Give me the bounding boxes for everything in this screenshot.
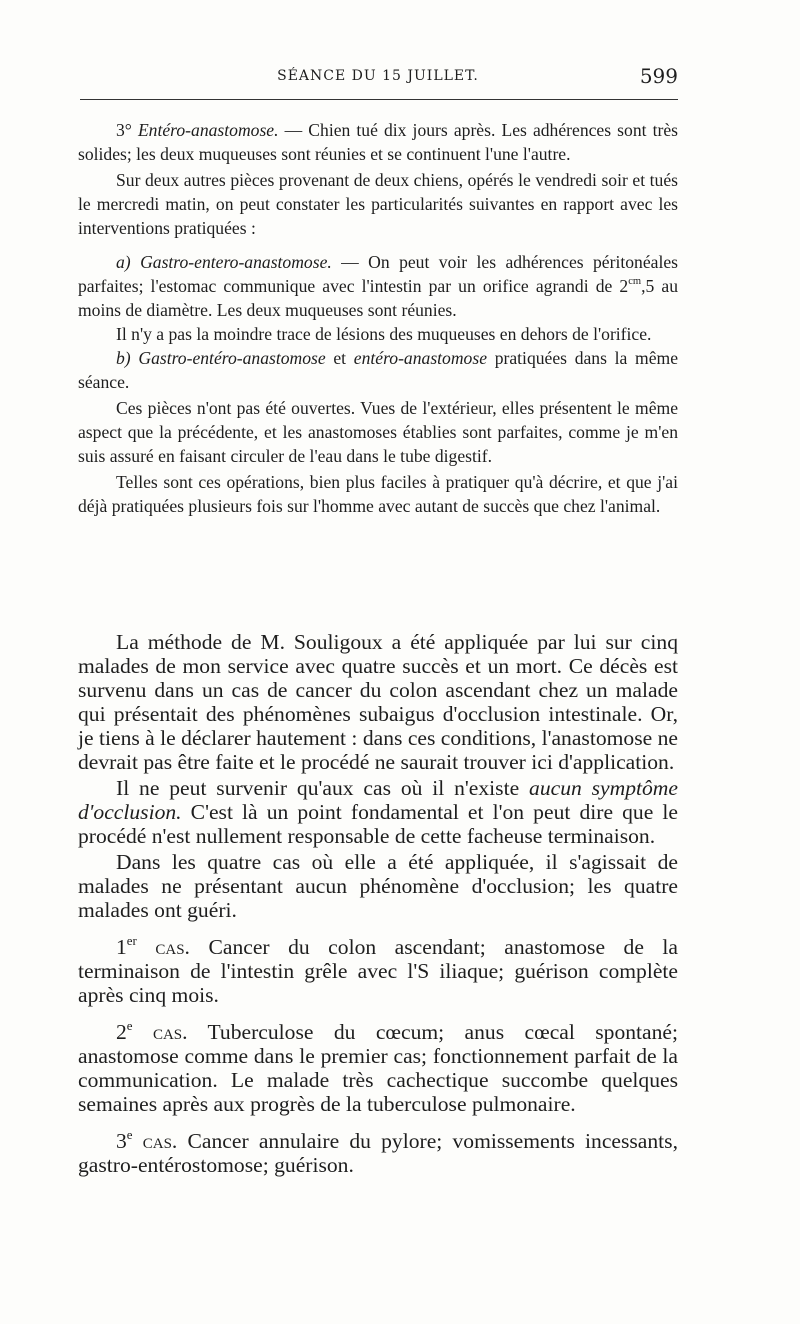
running-head: [78, 62, 678, 90]
experiment-notes: [78, 118, 678, 518]
case-1: 1er cas. Cancer du colon ascendant; anastomose de la terminaison de l'intestin grêle avec l'S iliaque; guérison complète après cinq mois.: [78, 932, 678, 1007]
case-3: 3e cas. Cancer annulaire du pylore; vomissements incessants, gastro-entérostomose; guérison.: [78, 1126, 678, 1177]
commentary-occlusion: Il ne peut survenir qu'aux cas où il n'existe aucun symptôme d'occlusion. C'est là un point fondamental et l'on peut dire que le procédé n'est nullement responsable de cette facheuse terminaison.: [78, 776, 678, 848]
note-conclusion: Telles sont ces opérations, bien plus faciles à pratiquer qu'à décrire, et que j'ai déjà pratiquées plusieurs fois sur l'homme avec autant de succès que chez l'animal.: [78, 472, 678, 516]
page-number: 599: [639, 64, 678, 88]
note-pieces-not-opened: Ces pièces n'ont pas été ouvertes. Vues de l'extérieur, elles présentent le même aspect que la précédente, et les anastomoses établies sont parfaites, comme je m'en suis assuré en faisant circuler de l'eau dans le tube digestif.: [78, 398, 678, 466]
header-rule: [80, 99, 678, 100]
commentary: [78, 630, 678, 1177]
note-no-lesions: Il n'y a pas la moindre trace de lésions des muqueuses en dehors de l'orifice.: [116, 324, 652, 344]
note-gastro-entero-anastomose: a) Gastro-entero-anastomose. — On peut voir les adhérences péritonéales parfaites; l'estomac communique avec l'intestin par un orifice agrandi de $2^{cm},5$ au moins de diamètre. Les deux muqueuses sont réunies.: [78, 252, 678, 320]
commentary-method: La méthode de M. Souligoux a été appliquée par lui sur cinq malades de mon service avec quatre succès et un mort. Ce décès est survenu dans un cas de cancer du colon ascendant chez un malade qui présentait des phénomènes subaigus d'occlusion intestinale. Or, je tiens à le déclarer hautement : dans ces conditions, l'anastomose ne devrait pas être faite et le procédé ne saurait trouver ici d'application.: [78, 630, 678, 774]
commentary-four-cases: Dans les quatre cas où elle a été appliquée, il s'agissait de malades ne présentant aucun phénomène d'occlusion; les quatre malades ont guéri.: [78, 850, 678, 922]
note-same-session: b) Gastro-entéro-anastomose et entéro-anastomose pratiquées dans la même séance.: [78, 348, 679, 392]
case-2: 2e cas. Tuberculose du cœcum; anus cœcal spontané; anastomose comme dans le premier cas; fonctionnement parfait de la communication. Le malade très cachectique succombe quelques semaines après aux progrès de la tuberculose pulmonaire.: [78, 1017, 678, 1116]
note-two-pieces: Sur deux autres pièces provenant de deux chiens, opérés le vendredi soir et tués le mercredi matin, on peut constater les particularités suivantes en rapport avec les interventions pratiquées :: [78, 170, 678, 238]
running-head-title: SÉANCE DU 15 JUILLET.: [277, 68, 479, 84]
note-entero-anastomose: 3° Entéro-anastomose. — Chien tué dix jours après. Les adhérences sont très solides; les deux muqueuses sont réunies et se continuent l'une l'autre.: [78, 120, 678, 164]
